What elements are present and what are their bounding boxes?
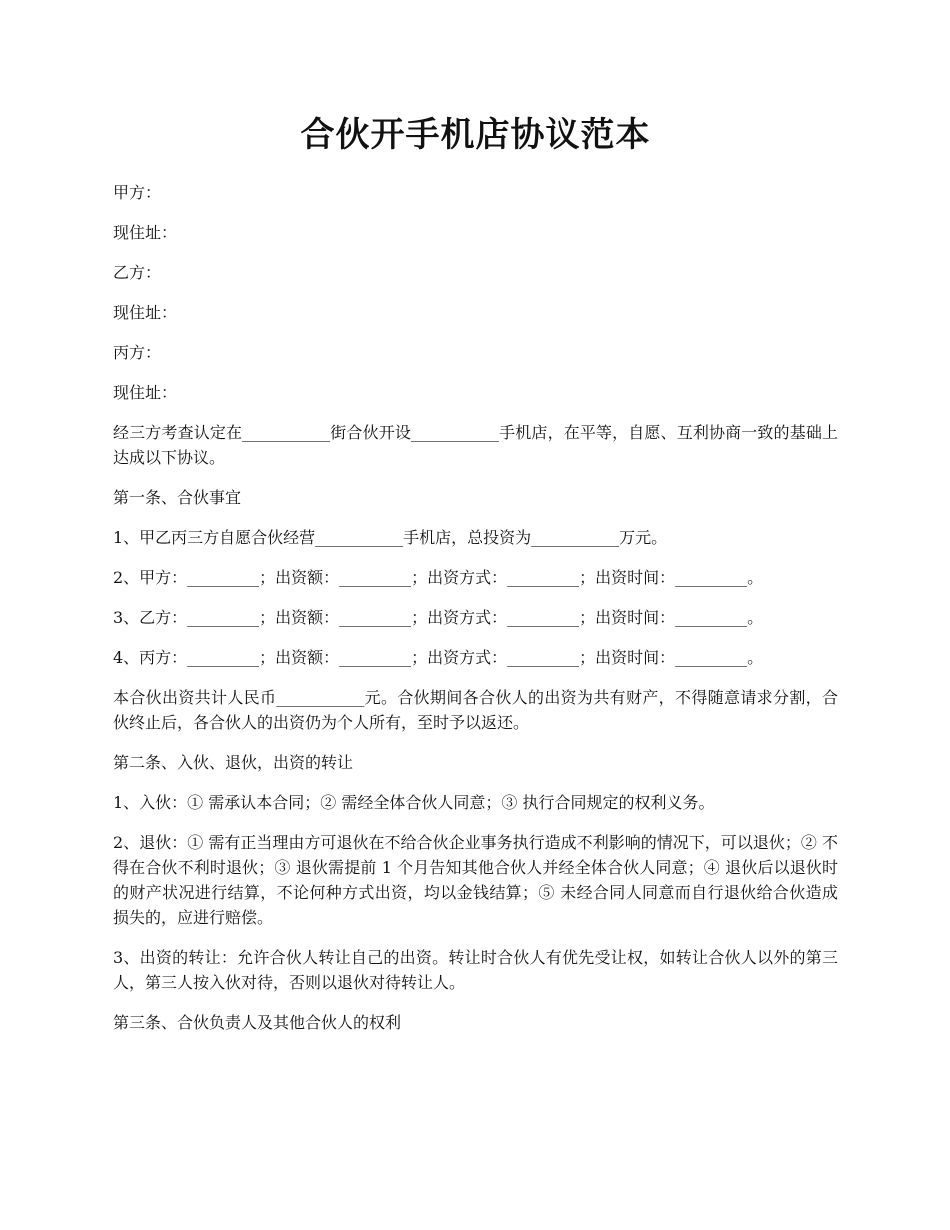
party-a-address: 现住址： <box>113 223 178 242</box>
article-2-clause-2: 2、退伙：① 需有正当理由方可退伙在不给合伙企业事务执行造成不利影响的情况下，可以退伙；② 不得在合伙不利时退伙；③ 退伙需提前 1 个月告知其他合伙人并经全体合伙人同意；④ 退伙后以退伙时的财产状况进行结算，不论何种方式出资，均以金钱结算；⑤ 未经合同人同意而自行退伙给合伙造成损失的，应进行赔偿。 <box>113 833 838 927</box>
article-1-clause-2: 2、甲方：_________；出资额：_________；出资方式：_________；出资时间：_________。 <box>113 568 764 587</box>
capital-total-paragraph: 本合伙出资共计人民币___________元。合伙期间各合伙人的出资为共有财产，不得随意请求分割，合伙终止后，各合伙人的出资仍为个人所有，至时予以返还。 <box>113 688 838 732</box>
preamble-paragraph: 经三方考查认定在___________街合伙开设___________手机店，在平等，自愿、互利协商一致的基础上达成以下协议。 <box>113 423 838 467</box>
article-2-clause-1: 1、入伙：① 需承认本合同；② 需经全体合伙人同意；③ 执行合同规定的权利义务。 <box>113 793 715 812</box>
document-title: 合伙开手机店协议范本 <box>300 115 651 155</box>
party-b-label: 乙方： <box>113 263 162 282</box>
article-2-heading: 第二条、入伙、退伙，出资的转让 <box>113 753 354 772</box>
party-b-address: 现住址： <box>113 303 178 322</box>
party-a-label: 甲方： <box>113 183 162 202</box>
article-1-clause-4: 4、丙方：_________；出资额：_________；出资方式：_________；出资时间：_________。 <box>113 648 764 667</box>
article-1-clause-1: 1、甲乙丙三方自愿合伙经营___________手机店，总投资为___________万元。 <box>113 528 668 547</box>
article-3-heading: 第三条、合伙负责人及其他合伙人的权利 <box>113 1013 402 1032</box>
article-2-clause-3: 3、出资的转让：允许合伙人转让自己的出资。转让时合伙人有优先受让权，如转让合伙人以外的第三人，第三人按入伙对待，否则以退伙对待转让人。 <box>113 948 838 992</box>
party-c-label: 丙方： <box>113 343 162 362</box>
article-1-heading: 第一条、合伙事宜 <box>113 488 242 507</box>
party-c-address: 现住址： <box>113 383 178 402</box>
article-1-clause-3: 3、乙方：_________；出资额：_________；出资方式：_________；出资时间：_________。 <box>113 608 764 627</box>
